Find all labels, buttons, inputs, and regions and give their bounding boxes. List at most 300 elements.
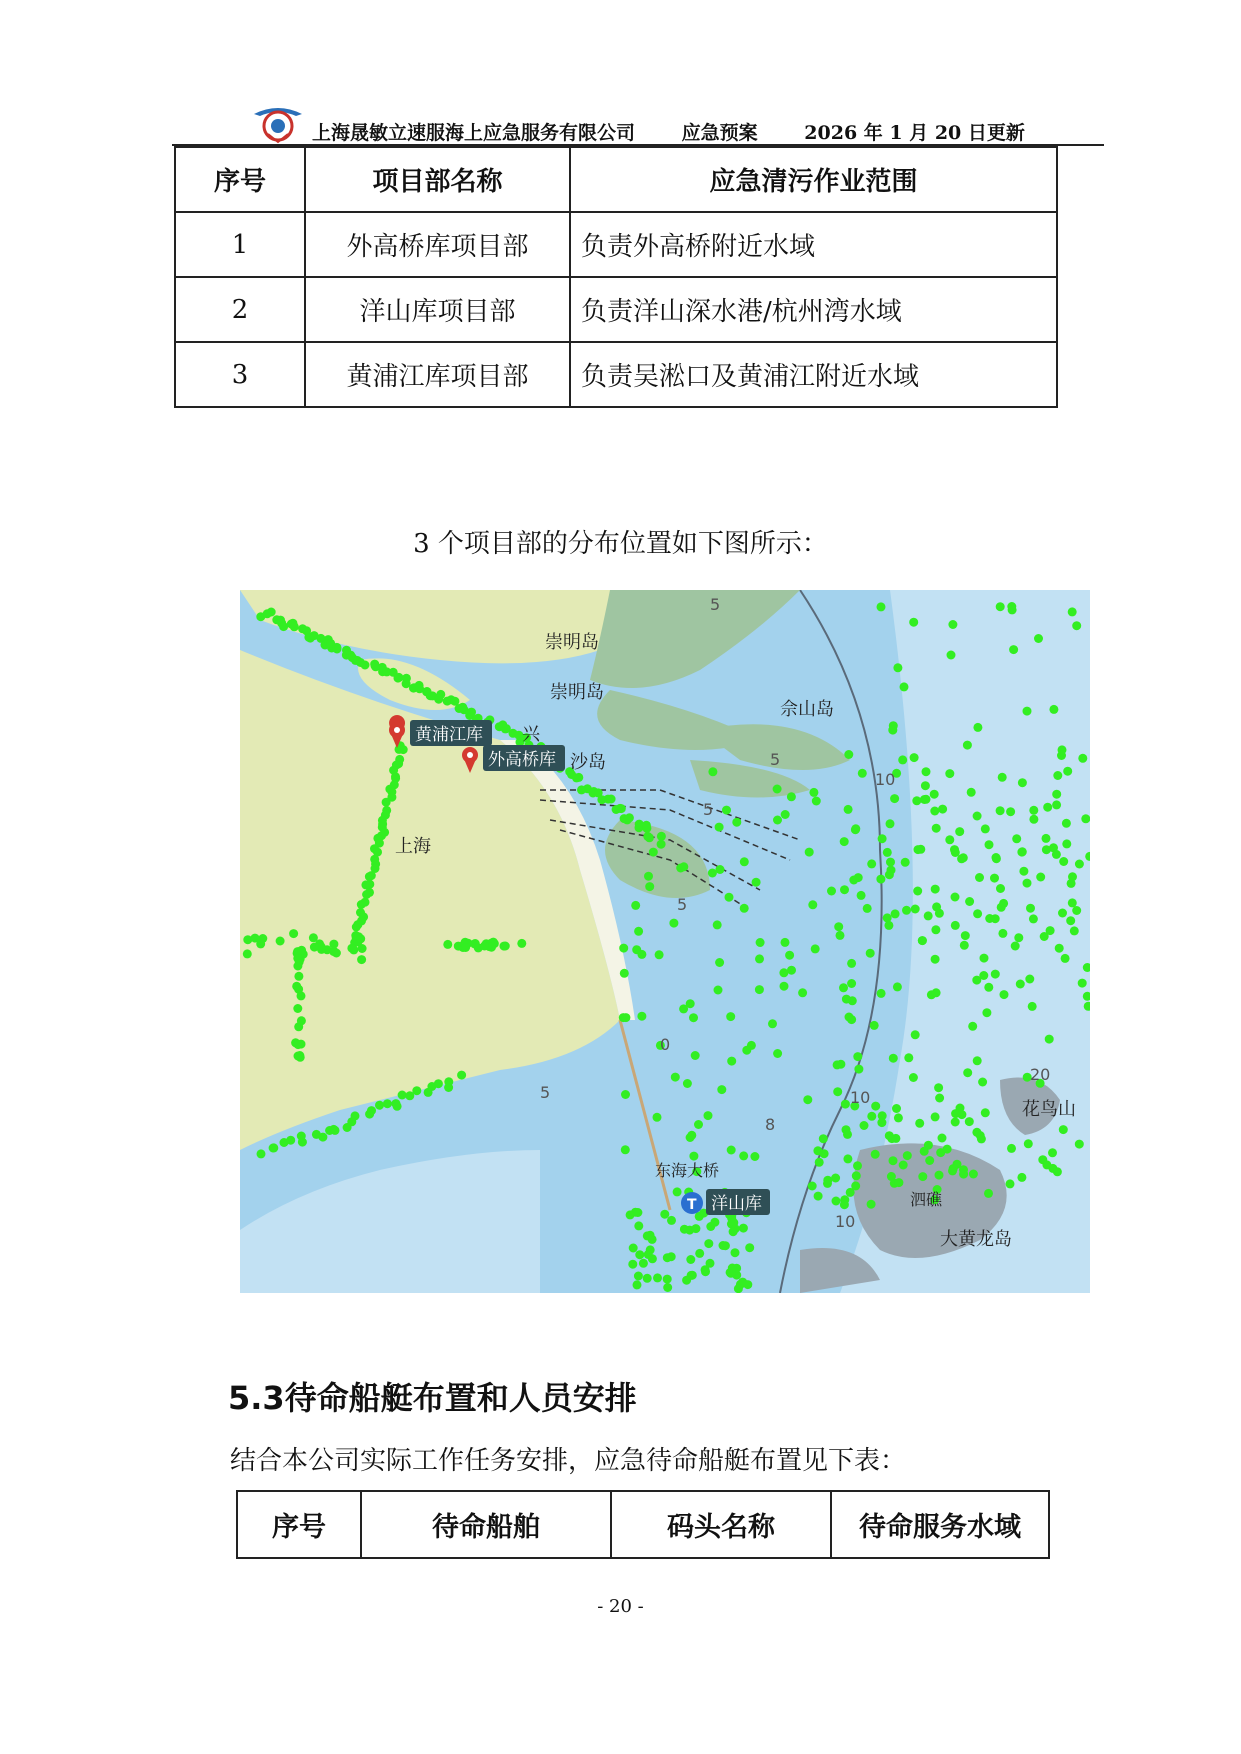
ship-dot xyxy=(787,792,796,801)
table-header-cell: 应急清污作业范围 xyxy=(570,147,1057,212)
ship-dot xyxy=(755,954,764,963)
ship-dot xyxy=(1034,634,1043,643)
ship-dot xyxy=(920,1147,929,1156)
ship-dot xyxy=(655,950,664,959)
ship-dot xyxy=(1007,1144,1016,1153)
ship-dot xyxy=(706,1259,715,1268)
ship-dot xyxy=(894,1113,903,1122)
map-depth-label: 10 xyxy=(835,1212,856,1231)
ship-dot xyxy=(967,788,976,797)
ship-dot xyxy=(1052,850,1061,859)
ship-dot xyxy=(863,904,872,913)
ship-dot xyxy=(894,1178,903,1187)
ship-dot xyxy=(805,848,814,857)
ship-dot xyxy=(883,848,892,857)
ship-dot xyxy=(643,1274,652,1283)
ship-dot xyxy=(673,1187,682,1196)
ship-dot xyxy=(932,902,941,911)
ship-dot xyxy=(886,858,895,867)
ship-dot xyxy=(885,1131,894,1140)
ship-dot xyxy=(785,951,794,960)
ship-dot xyxy=(351,1111,360,1120)
ship-dot xyxy=(1029,806,1038,815)
ship-dot xyxy=(1040,932,1049,941)
ship-dot xyxy=(727,1057,736,1066)
ship-dot xyxy=(985,914,994,923)
ship-dot xyxy=(996,884,1005,893)
ship-dot xyxy=(480,942,489,951)
ship-dot xyxy=(517,939,526,948)
ship-dot xyxy=(910,753,919,762)
standby-vessel-table xyxy=(236,1490,1050,1559)
ship-dot xyxy=(257,1149,266,1158)
table-header-row xyxy=(175,147,1057,212)
ship-dot xyxy=(1078,754,1087,763)
ship-dot xyxy=(1059,1125,1068,1134)
ship-dot xyxy=(973,909,982,918)
ship-dot xyxy=(653,1273,662,1282)
ship-dot xyxy=(866,949,875,958)
ship-dot xyxy=(361,661,370,670)
ship-dot xyxy=(922,767,931,776)
table-header-cell: 码头名称 xyxy=(611,1491,831,1558)
ship-dot xyxy=(1053,1167,1062,1176)
ship-dot xyxy=(631,901,640,910)
ship-dot xyxy=(990,874,999,883)
ship-dot xyxy=(1042,845,1051,854)
map-label-sijiao: 泗礁 xyxy=(910,1190,943,1209)
ship-dot xyxy=(832,1197,841,1206)
ship-dot xyxy=(667,1252,676,1261)
map-label-chongming-1: 崇明岛 xyxy=(545,632,599,653)
ship-dot xyxy=(840,1200,849,1209)
ship-dot xyxy=(947,651,956,660)
ship-dot xyxy=(849,876,858,885)
map-label-changxing: 沙岛 xyxy=(570,752,606,773)
ship-dot xyxy=(1081,814,1090,823)
ship-dot xyxy=(888,726,897,735)
ship-dot xyxy=(1078,979,1087,988)
ship-dot xyxy=(899,1161,908,1170)
ship-dot xyxy=(726,1012,735,1021)
ship-dot xyxy=(889,1156,898,1165)
ship-dot xyxy=(1049,705,1058,714)
ship-dot xyxy=(292,982,301,991)
ship-dot xyxy=(931,955,940,964)
ship-dot xyxy=(689,1013,698,1022)
ship-dot xyxy=(904,1053,913,1062)
ship-dot xyxy=(742,1046,751,1055)
ship-dot xyxy=(871,1150,880,1159)
map-depth-label: 5 xyxy=(770,750,781,769)
ship-dot xyxy=(890,794,899,803)
ship-dot xyxy=(710,1218,719,1227)
ship-dot xyxy=(921,781,930,790)
ship-dot xyxy=(851,825,860,834)
ship-dot xyxy=(901,858,910,867)
ship-dot xyxy=(867,859,876,868)
ship-dot xyxy=(695,1249,704,1258)
ship-dot xyxy=(1006,807,1015,816)
ship-dot xyxy=(1042,834,1051,843)
map-label-sheshan: 佘山岛 xyxy=(780,699,834,720)
ship-dot xyxy=(839,983,848,992)
ship-dot xyxy=(263,609,272,618)
ship-dot xyxy=(827,887,836,896)
ship-dot xyxy=(667,1216,676,1225)
ship-dot xyxy=(957,1110,966,1119)
ship-dot xyxy=(443,940,452,949)
ship-dot xyxy=(847,1015,856,1024)
ship-dot xyxy=(857,891,866,900)
ship-dot xyxy=(975,873,984,882)
ship-dot xyxy=(258,934,267,943)
table-cell: 负责吴淞口及黄浦江附近水域 xyxy=(570,342,1057,407)
ship-dot xyxy=(798,988,807,997)
ship-dot xyxy=(823,1176,832,1185)
ship-dot xyxy=(289,929,298,938)
ship-dot xyxy=(982,1008,991,1017)
ship-dot xyxy=(909,1073,918,1082)
ship-dot xyxy=(727,1146,736,1155)
ship-dot xyxy=(938,1134,947,1143)
ship-dot xyxy=(637,1012,646,1021)
map-depth-label: 5 xyxy=(703,800,714,819)
marker-label-huangpu: 黄浦江库 xyxy=(415,725,483,745)
table-cell: 负责外高桥附近水域 xyxy=(570,212,1057,277)
ship-dot xyxy=(572,773,581,782)
map-depth-label: 20 xyxy=(1030,1065,1051,1084)
ship-dot xyxy=(948,1166,957,1175)
ship-dot xyxy=(671,1073,680,1082)
ship-dot xyxy=(852,1171,861,1180)
ship-dot xyxy=(887,1172,896,1181)
ship-dot xyxy=(957,854,966,863)
ship-dot xyxy=(955,827,964,836)
ship-dot xyxy=(1011,942,1020,951)
ship-dot xyxy=(687,1131,696,1140)
location-map xyxy=(240,590,1090,1293)
ship-dot xyxy=(294,1052,303,1061)
ship-dot xyxy=(626,1210,635,1219)
ship-dot xyxy=(1017,848,1026,857)
ship-dot xyxy=(444,1077,453,1086)
ship-dot xyxy=(715,823,724,832)
ship-dot xyxy=(951,921,960,930)
ship-dot xyxy=(887,866,896,875)
ship-dot xyxy=(779,968,788,977)
ship-dot xyxy=(884,921,893,930)
ship-dot xyxy=(935,1094,944,1103)
map-label-dajinlong: 大黄龙岛 xyxy=(940,1229,1012,1250)
ship-dot xyxy=(660,1210,669,1219)
ship-dot xyxy=(843,1154,852,1163)
ship-dot xyxy=(871,1102,880,1111)
ship-dot xyxy=(811,944,820,953)
ship-dot xyxy=(269,1143,278,1152)
ship-dot xyxy=(276,937,285,946)
ship-dot xyxy=(984,1189,993,1198)
ship-dot xyxy=(1070,926,1079,935)
table-cell: 负责洋山深水港/杭州湾水域 xyxy=(570,277,1057,342)
ship-dot xyxy=(876,875,885,884)
ship-dot xyxy=(961,931,970,940)
ship-dot xyxy=(286,1136,295,1145)
ship-dot xyxy=(973,1056,982,1065)
ship-dot xyxy=(931,885,940,894)
ship-dot xyxy=(719,1241,728,1250)
ship-dot xyxy=(844,805,853,814)
ship-dot xyxy=(877,1118,886,1127)
ship-dot xyxy=(701,1267,710,1276)
ship-dot xyxy=(398,1091,407,1100)
ship-dot xyxy=(924,911,933,920)
ship-dot xyxy=(973,723,982,732)
ship-dot xyxy=(780,982,789,991)
ship-dot xyxy=(963,1068,972,1077)
ship-dot xyxy=(740,857,749,866)
ship-dot xyxy=(836,931,845,940)
ship-dot xyxy=(1029,815,1038,824)
ship-dot xyxy=(898,755,907,764)
ship-dot xyxy=(963,741,972,750)
ship-dot xyxy=(922,795,931,804)
ship-dot xyxy=(981,824,990,833)
ship-dot xyxy=(980,954,989,963)
marker-label-waigaoqiao: 外高桥库 xyxy=(488,750,556,770)
ship-dot xyxy=(716,865,725,874)
ship-dot xyxy=(645,882,654,891)
ship-dot xyxy=(1025,975,1034,984)
ship-dot xyxy=(803,1095,812,1104)
map-depth-label: 5 xyxy=(710,595,721,614)
ship-dot xyxy=(500,942,509,951)
ship-dot xyxy=(1006,1179,1015,1188)
ship-dot xyxy=(621,1013,630,1022)
ship-dot xyxy=(1016,980,1025,989)
ship-dot xyxy=(1055,944,1064,953)
ship-dot xyxy=(717,1085,726,1094)
ship-dot xyxy=(932,988,941,997)
ship-dot xyxy=(637,950,646,959)
ship-dot xyxy=(943,1145,952,1154)
ship-dot xyxy=(634,927,643,936)
ship-dot xyxy=(773,785,782,794)
ship-dot xyxy=(347,944,356,953)
ship-dot xyxy=(1012,834,1021,843)
ship-dot xyxy=(332,643,341,652)
ship-dot xyxy=(457,1071,466,1080)
ship-dot xyxy=(657,832,666,841)
ship-dot xyxy=(1063,767,1072,776)
ship-dot xyxy=(1029,914,1038,923)
ship-dot xyxy=(965,897,974,906)
ship-dot xyxy=(991,970,1000,979)
ship-dot xyxy=(959,1170,968,1179)
ship-dot xyxy=(669,919,678,928)
ship-dot xyxy=(694,1120,703,1129)
ship-dot xyxy=(383,1099,392,1108)
ship-dot xyxy=(808,900,817,909)
table-header-cell: 待命服务水域 xyxy=(831,1491,1049,1558)
ship-dot xyxy=(893,663,902,672)
table-cell: 黄浦江库项目部 xyxy=(305,342,570,407)
ship-dot xyxy=(297,1040,306,1049)
ship-dot xyxy=(1000,990,1009,999)
ship-dot xyxy=(290,622,299,631)
ship-dot xyxy=(434,695,443,704)
header-company: 上海晟敏立速服海上应急服务有限公司 xyxy=(312,122,636,144)
ship-dot xyxy=(984,983,993,992)
ship-dot xyxy=(812,797,821,806)
ship-dot xyxy=(978,1078,987,1087)
ship-dot xyxy=(357,900,366,909)
ship-dot xyxy=(318,1133,327,1142)
ship-dot xyxy=(739,1151,748,1160)
ship-dot xyxy=(367,1106,376,1115)
ship-dot xyxy=(1068,607,1077,616)
ship-dot xyxy=(294,1022,303,1031)
ship-dot xyxy=(847,979,856,988)
table-header-cell: 待命船舶 xyxy=(361,1491,611,1558)
ship-dot xyxy=(434,1079,443,1088)
ship-dot xyxy=(297,991,306,1000)
ship-dot xyxy=(1023,707,1032,716)
table-row xyxy=(175,277,1057,342)
ship-dot xyxy=(329,940,338,949)
ship-dot xyxy=(918,936,927,945)
ship-dot xyxy=(911,1030,920,1039)
ship-dot xyxy=(687,1271,696,1280)
ship-dot xyxy=(853,1052,862,1061)
ship-dot xyxy=(752,878,761,887)
ship-dot xyxy=(854,1065,863,1074)
ship-dot xyxy=(773,1049,782,1058)
page-number: - 20 - xyxy=(597,1596,644,1617)
ship-dot xyxy=(815,1158,824,1167)
ship-dot xyxy=(1066,916,1075,925)
ship-dot xyxy=(842,995,851,1004)
ship-dot xyxy=(911,905,920,914)
table-header-cell: 项目部名称 xyxy=(305,147,570,212)
ship-dot xyxy=(931,925,940,934)
ship-dot xyxy=(1009,645,1018,654)
ship-dot xyxy=(889,1054,898,1063)
ship-dot xyxy=(985,840,994,849)
ship-dot xyxy=(1014,933,1023,942)
ship-dot xyxy=(870,1021,879,1030)
ship-dot xyxy=(745,1243,754,1252)
ship-dot xyxy=(781,938,790,947)
ship-dot xyxy=(893,982,902,991)
ship-dot xyxy=(1053,771,1062,780)
ship-dot xyxy=(458,703,467,712)
ship-dot xyxy=(833,1087,842,1096)
ship-dot xyxy=(691,1224,700,1233)
ship-dot xyxy=(913,887,922,896)
map-depth-label: 5 xyxy=(677,895,688,914)
ship-dot xyxy=(931,1112,940,1121)
ship-dot xyxy=(633,1280,642,1289)
ship-dot xyxy=(945,835,954,844)
ship-dot xyxy=(704,1111,713,1120)
ship-dot xyxy=(1042,1160,1051,1169)
ship-dot xyxy=(1067,879,1076,888)
ship-dot xyxy=(808,1182,817,1191)
ship-dot xyxy=(768,1019,777,1028)
table-cell: 3 xyxy=(175,342,305,407)
ship-dot xyxy=(1017,1173,1026,1182)
ship-dot xyxy=(393,1102,402,1111)
ship-dot xyxy=(644,872,653,881)
ship-dot xyxy=(1024,1139,1033,1148)
ship-dot xyxy=(930,790,939,799)
ship-dot xyxy=(732,818,741,827)
marker-label-yangshan: 洋山库 xyxy=(711,1194,762,1214)
ship-dot xyxy=(352,923,361,932)
table-cell: 外高桥库项目部 xyxy=(305,212,570,277)
page-header xyxy=(250,104,1100,144)
ship-dot xyxy=(639,1259,648,1268)
ship-dot xyxy=(309,933,318,942)
ship-dot xyxy=(704,1239,713,1248)
ship-dot xyxy=(649,848,658,857)
table-cell: 1 xyxy=(175,212,305,277)
ship-dot xyxy=(1062,839,1071,848)
ship-dot xyxy=(620,969,629,978)
ship-dot xyxy=(968,1022,977,1031)
ship-dot xyxy=(840,885,849,894)
ship-dot xyxy=(382,798,391,807)
ship-dot xyxy=(683,1079,692,1088)
map-label-shanghai: 上海 xyxy=(395,836,431,857)
ship-dot xyxy=(728,1264,737,1273)
ship-dot xyxy=(935,1171,944,1180)
ship-dot xyxy=(663,1275,672,1284)
ship-dot xyxy=(501,724,510,733)
ship-dot xyxy=(814,1192,823,1201)
ship-dot xyxy=(1062,819,1071,828)
ship-dot xyxy=(965,1117,974,1126)
ship-dot xyxy=(331,1126,340,1135)
ship-dot xyxy=(297,1132,306,1141)
section-paragraph: 结合本公司实际工作任务安排，应急待命船艇布置见下表： xyxy=(230,1446,907,1476)
ship-dot xyxy=(1068,898,1077,907)
ship-dot xyxy=(1072,621,1081,630)
ship-dot xyxy=(713,920,722,929)
ship-dot xyxy=(1059,857,1068,866)
ship-dot xyxy=(840,837,849,846)
map-label-xingsha: 兴 xyxy=(522,724,540,745)
ship-dot xyxy=(294,972,303,981)
marker-yangshan[interactable] xyxy=(681,1189,770,1215)
ship-dot xyxy=(781,810,790,819)
ship-dot xyxy=(915,1119,924,1128)
table-cell: 2 xyxy=(175,277,305,342)
ship-dot xyxy=(695,1212,704,1221)
table-row xyxy=(175,212,1057,277)
ship-dot xyxy=(357,955,366,964)
ship-dot xyxy=(577,785,586,794)
ship-dot xyxy=(844,750,853,759)
ship-dot xyxy=(891,909,900,918)
ship-dot xyxy=(251,934,260,943)
ship-dot xyxy=(877,602,886,611)
ship-dot xyxy=(878,834,887,843)
ship-dot xyxy=(932,824,941,833)
ship-dot xyxy=(294,954,303,963)
ship-dot xyxy=(243,949,252,958)
